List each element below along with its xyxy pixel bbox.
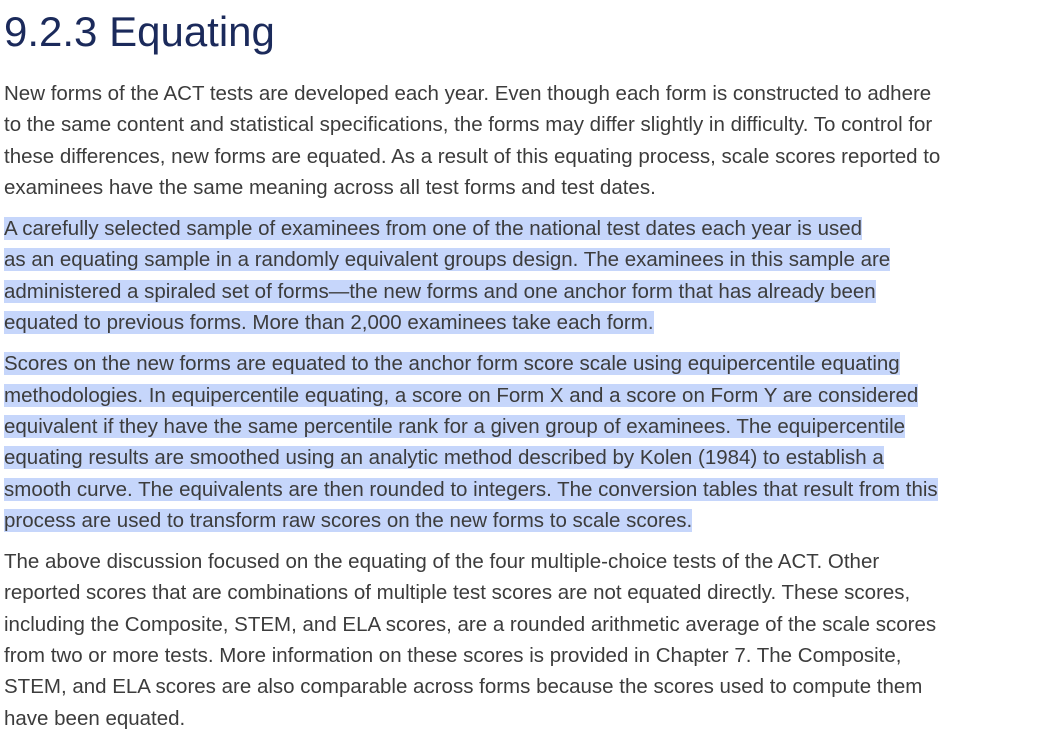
text-line: New forms of the ACT tests are developed each year. Even though each form is constructed to adhere bbox=[4, 82, 932, 105]
paragraph-equipercentile-selected[interactable] bbox=[4, 348, 1050, 536]
text-line: STEM, and ELA scores are also comparable across forms because the scores used to compute them bbox=[4, 675, 923, 699]
text-line: have been equated. bbox=[4, 706, 186, 730]
text-line: these differences, new forms are equated. As a result of this equating process, scale scores reported to bbox=[4, 144, 941, 168]
selected-text-line: equated to previous forms. More than 2,000 examinees take each form. bbox=[4, 311, 654, 335]
text-line: to the same content and statistical specifications, the forms may differ slightly in difficulty. To control for bbox=[4, 113, 933, 137]
selected-text-line: smooth curve. The equivalents are then rounded to integers. The conversion tables that result from this bbox=[4, 477, 938, 501]
selected-text-line: methodologies. In equipercentile equating, a score on Form X and a score on Form Y are considered bbox=[4, 383, 919, 407]
paragraph-composite-scores[interactable] bbox=[4, 546, 1050, 734]
text-line: reported scores that are combinations of multiple test scores are not equated directly. These scores, bbox=[4, 581, 911, 605]
selected-text-line: equating results are smoothed using an analytic method described by Kolen (1984) to establish a bbox=[4, 446, 884, 470]
selected-text-line: as an equating sample in a randomly equivalent groups design. The examinees in this sample are bbox=[4, 248, 891, 272]
document-body bbox=[4, 0, 1050, 744]
section-heading: 9.2.3 Equating bbox=[4, 8, 275, 55]
text-line: from two or more tests. More information on these scores is provided in Chapter 7. The Composite, bbox=[4, 644, 902, 668]
selected-text-line: process are used to transform raw scores on the new forms to scale scores. bbox=[4, 508, 693, 532]
text-line: examinees have the same meaning across all test forms and test dates. bbox=[4, 175, 656, 199]
selected-text-line: A carefully selected sample of examinees from one of the national test dates each year is used bbox=[4, 217, 863, 241]
selected-text-line: equivalent if they have the same percentile rank for a given group of examinees. The equipercentile bbox=[4, 414, 906, 438]
paragraph-equating-sample-selected[interactable] bbox=[4, 213, 1050, 338]
text-line: The above discussion focused on the equating of the four multiple-choice tests of the ACT. Other bbox=[4, 550, 880, 574]
paragraph-intro[interactable] bbox=[4, 78, 1050, 203]
selected-text-line: Scores on the new forms are equated to the anchor form score scale using equipercentile equating bbox=[4, 352, 900, 376]
selected-text-line: administered a spiraled set of forms—the new forms and one anchor form that has already been bbox=[4, 279, 876, 303]
text-line: including the Composite, STEM, and ELA scores, are a rounded arithmetic average of the scale scores bbox=[4, 612, 937, 636]
